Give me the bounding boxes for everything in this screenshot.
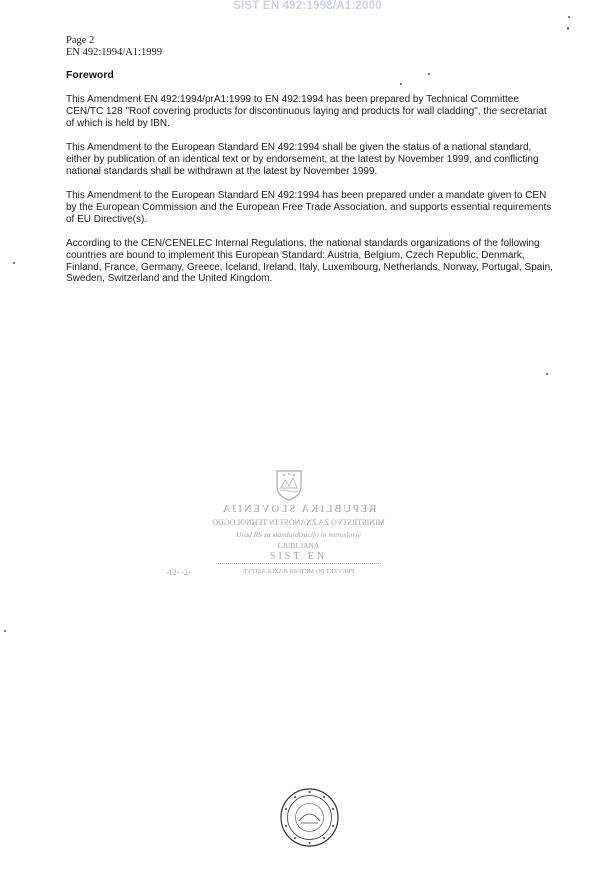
- foreword-heading: Foreword: [66, 69, 114, 81]
- foreword-paragraph-4: According to the CEN/CENELEC Internal Regulations, the national standards organizations of the following countries are bound to implement this European Standard: Austria, Belgium, Czech Republic, Denmark, Finland, France, Germany, Greece, Iceland, Ireland, Italy, Luxembourg, Netherlands, Norway, Portugal, Spain, Sweden, Switzerland and the United Kingdom.: [66, 238, 553, 285]
- official-stamp: [196, 468, 401, 583]
- foreword-paragraph-3: This Amendment to the European Standard EN 492:1994 has been prepared under a mandate given to CEN by the European Commission and the European Free Trade Association, and supports essential requirements of EU Directive(s).: [66, 190, 552, 225]
- stamp-dotted-line: [216, 563, 381, 564]
- scan-speck: [428, 73, 430, 75]
- foreword-paragraph-2: This Amendment to the European Standard EN 492:1994 shall be given the status of a national standard, either by publication of an identical text or by endorsement, at the latest by November 1999, and conflicting national standards shall be withdrawn at the latest by November 1999.: [66, 142, 539, 177]
- page-number: Page 2: [66, 35, 95, 46]
- scan-speck: [4, 630, 6, 632]
- foreword-paragraph-1: This Amendment EN 492:1994/prA1:1999 to EN 492:1994 has been prepared by Technical Committee CEN/TC 128 "Roof covering products for discontinuous laying and products for wall cladding", the secretariat of which is held by IBN.: [66, 94, 547, 129]
- watermark: SIST EN 492:1998/A1:2000: [233, 0, 382, 12]
- scan-speck: [568, 16, 570, 18]
- stamp-mark: -12- -2-: [166, 568, 191, 577]
- scan-speck: [567, 27, 569, 30]
- scan-speck: [400, 83, 402, 85]
- page-header: [66, 35, 162, 59]
- document-reference: EN 492:1994/A1:1999: [66, 47, 162, 58]
- stamp-line-1: REPUBLIKA SLOVENIJA: [220, 504, 377, 515]
- round-seal-icon: [279, 787, 340, 848]
- stamp-line-5: SIST EN: [269, 551, 328, 562]
- stamp-line-4: LJUBLJANA: [277, 541, 320, 550]
- coat-of-arms-icon: [274, 468, 304, 502]
- stamp-line-6: PREVZET PO METODI RAZGLASITVE: [242, 568, 355, 575]
- scan-speck: [546, 373, 548, 375]
- stamp-line-2: MINISTRSTVO ZA ZNANOST IN TEHNOLOGIJO: [212, 518, 385, 527]
- stamp-line-3: Urad RS za standardizacijo in meroslovje: [235, 530, 362, 539]
- scan-speck: [13, 262, 15, 264]
